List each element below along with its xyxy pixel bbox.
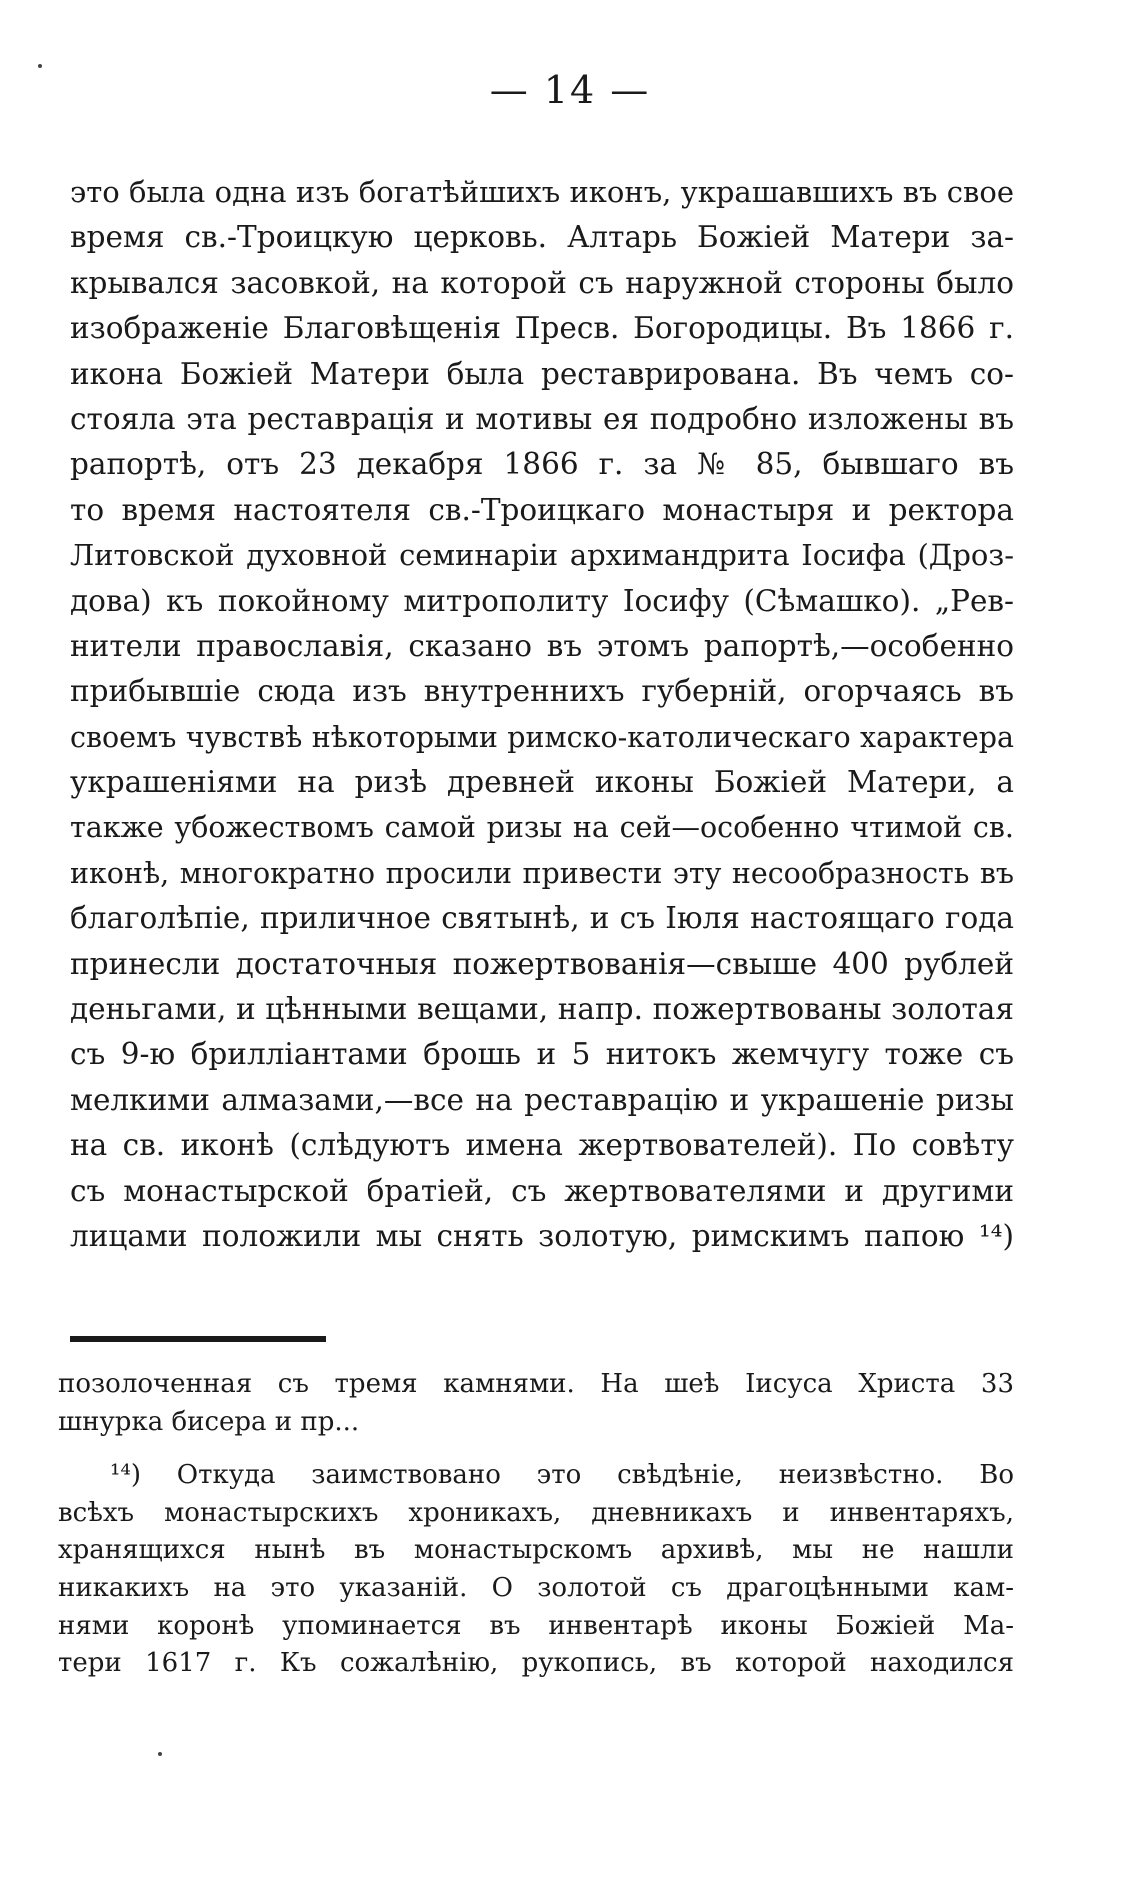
text-line: это была одна изъ богатѣйшихъ иконъ, украшавшихъ въ свое [70, 175, 1014, 209]
text-line: икона Божіей Матери была реставрирована. Въ чемъ со- [70, 356, 1014, 391]
footnote-14-line: ¹⁴) Откуда заимствовано это свѣдѣніе, неизвѣстно. Во [110, 1460, 1014, 1491]
text-line: своемъ чувствѣ нѣкоторыми римско-католическаго характера [70, 720, 1014, 754]
footnote-gap [58, 1441, 1014, 1457]
text-line: Литовской духовной семинаріи архимандрита Іосифа (Дроз- [70, 538, 1014, 573]
footnote-14-line: тери 1617 г. Къ сожалѣнію, рукопись, въ которой находился [58, 1648, 1014, 1679]
text-line: съ монастырской братіей, съ жертвователями и другими [70, 1173, 1014, 1208]
page-number: — 14 — [489, 68, 651, 112]
footnote-14-line: нями коронѣ упоминается въ инвентарѣ иконы Божіей Ма- [58, 1610, 1014, 1641]
text-line: изображеніе Благовѣщенія Пресв. Богородицы. Въ 1866 г. [70, 311, 1014, 346]
text-line: то время настоятеля св.-Троицкаго монастыря и ректора [70, 492, 1014, 527]
text-line: на св. иконѣ (слѣдуютъ имена жертвователей). По совѣту [70, 1128, 1014, 1163]
text-line: съ 9-ю брилліантами брошь и 5 нитокъ жемчугу тоже съ [70, 1037, 1014, 1072]
footnote-line: шнурка бисера и пр... [58, 1406, 360, 1437]
paper-speck [38, 64, 42, 68]
footnote-14-line: хранящихся нынѣ въ монастырскомъ архивѣ, мы не нашли [58, 1535, 1014, 1566]
text-line: украшеніями на ризѣ древней иконы Божіей Матери, а [70, 765, 1014, 800]
text-line: также убожествомъ самой ризы на сей—особенно чтимой св. [70, 811, 1014, 845]
text-line: стояла эта реставрація и мотивы ея подробно изложены въ [70, 401, 1014, 436]
paper-speck [158, 1752, 162, 1756]
text-line: время св.-Троицкую церковь. Алтарь Божіей Матери за- [70, 220, 1014, 255]
footnote-14-line: никакихъ на это указаній. О золотой съ драгоцѣнными кам- [58, 1572, 1014, 1603]
text-line: иконѣ, многократно просили привести эту несообразность въ [70, 856, 1014, 890]
text-line: крывался засовкой, на которой съ наружной стороны было [70, 265, 1014, 300]
text-line: принесли достаточныя пожертвованія—свыше 400 рублей [70, 946, 1014, 981]
footnotes-block [58, 1366, 1014, 1683]
text-line: дова) къ покойному митрополиту Іосифу (Сѣмашко). „Рев- [70, 583, 1014, 618]
text-line: лицами положили мы снять золотую, римскимъ папою ¹⁴) [70, 1218, 1014, 1253]
text-line: деньгами, и цѣнными вещами, напр. пожертвованы золотая [70, 992, 1014, 1027]
text-line: нители православія, сказано въ этомъ рапортѣ,—особенно [70, 628, 1014, 663]
footnote-separator-rule [70, 1336, 326, 1342]
footnote-line: позолоченная съ тремя камнями. На шеѣ Іисуса Христа 33 [58, 1369, 1014, 1399]
main-text-block [70, 170, 1014, 1259]
text-line: рапортѣ, отъ 23 декабря 1866 г. за № 85, бывшаго въ [70, 447, 1014, 482]
text-line: мелкими алмазами,—все на реставрацію и украшеніе ризы [70, 1082, 1014, 1117]
text-line: благолѣпіе, приличное святынѣ, и съ Іюля настоящаго года [70, 901, 1014, 936]
footnote-14-line: всѣхъ монастырскихъ хроникахъ, дневникахъ и инвентаряхъ, [58, 1497, 1014, 1528]
text-line: прибывшіе сюда изъ внутреннихъ губерній, огорчаясь въ [70, 674, 1014, 709]
